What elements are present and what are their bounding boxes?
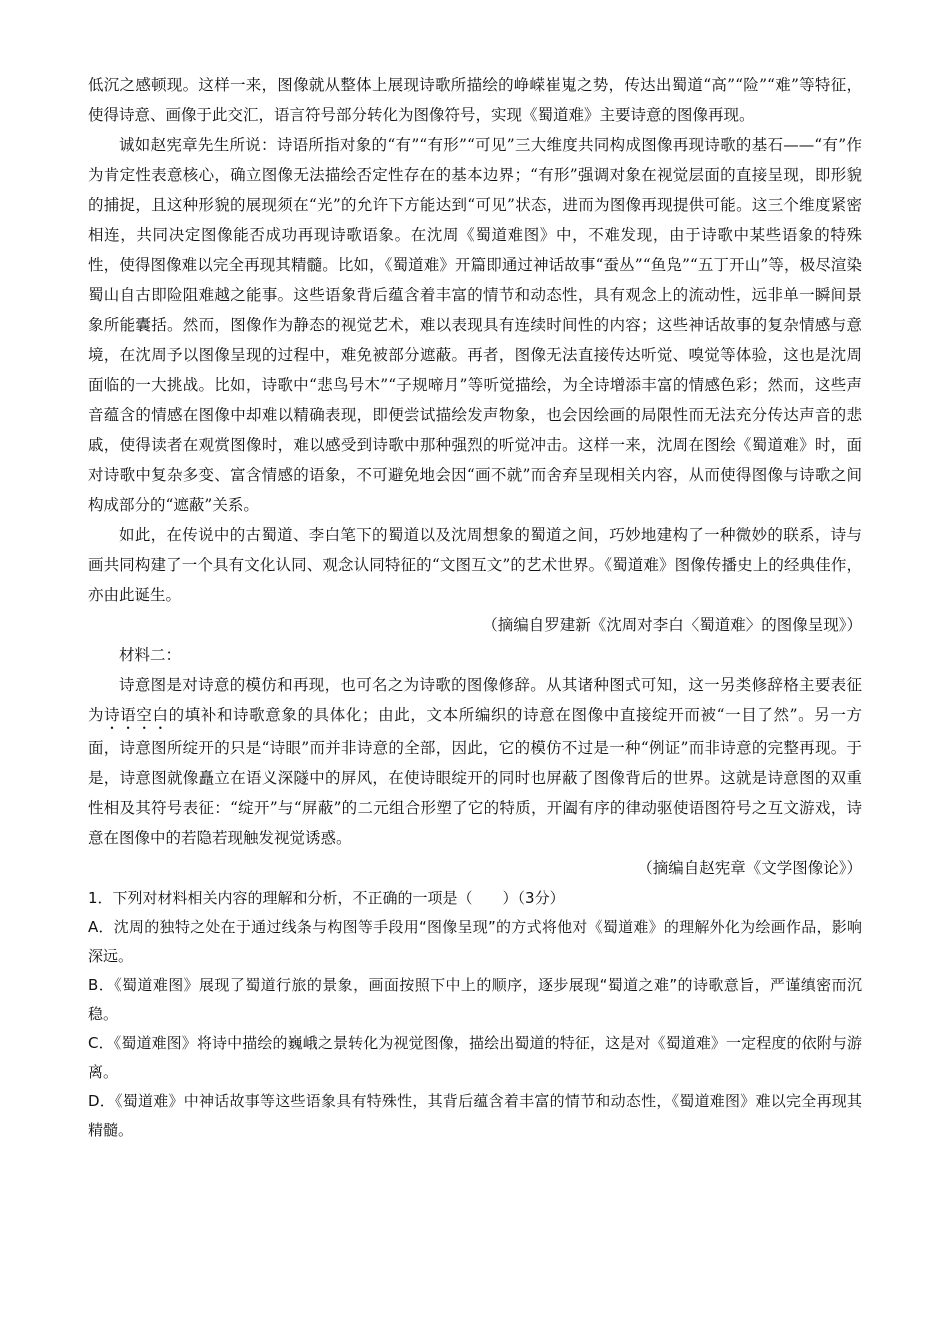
material-two-text-part-1: 诗意图是对诗意的模仿和再现，也可名之为诗歌的图像修辞。从其诸种图式可知，这一另类修辞格主要表征为: [88, 676, 862, 724]
option-b[interactable]: B．《蜀道难图》展现了蜀道行旅的景象，画面按照下中上的顺序，逐步展现“蜀道之难”的诗歌意旨，严谨缜密而沉稳。: [88, 976, 862, 1023]
material-two-paragraph: [88, 670, 862, 853]
material-one-source: （摘编自罗建新《沈周对李白〈蜀道难〉的图像呈现》）: [482, 616, 862, 634]
material-one-paragraph-3: 如此，在传说中的古蜀道、李白笔下的蜀道以及沈周想象的蜀道之间，巧妙地建构了一种微妙的联系，诗与画共同构建了一个具有文化认同、观念认同特征的“文图互文”的艺术世界。《蜀道难》图像传播史上的经典佳作，亦由此诞生。: [88, 526, 862, 604]
emphasis-dotted-text: 诗语空白: [104, 706, 169, 724]
material-two-source: （摘编自赵宪章《文学图像论》）: [637, 859, 862, 877]
document-page: [88, 70, 862, 1145]
option-c[interactable]: C．《蜀道难图》将诗中描绘的巍峨之景转化为视觉图像，描绘出蜀道的特征，这是对《蜀道难》一定程度的依附与游离。: [88, 1034, 862, 1081]
material-one-paragraph-1: 低沉之感顿现。这样一来，图像就从整体上展现诗歌所描绘的峥嵘崔嵬之势，传达出蜀道“高”“险”“难”等特征，使得诗意、画像于此交汇，语言符号部分转化为图像符号，实现《蜀道难》主要诗意的图像再现。: [88, 76, 862, 124]
option-a[interactable]: A．沈周的独特之处在于通过线条与构图等手段用“图像呈现”的方式将他对《蜀道难》的理解外化为绘画作品，影响深远。: [88, 918, 862, 965]
material-one-paragraph-2: 诚如赵宪章先生所说：诗语所指对象的“有”“有形”“可见”三大维度共同构成图像再现诗歌的基石——“有”作为肯定性表意核心，确立图像无法描绘否定性存在的基本边界；“有形”强调对象在视觉层面的直接呈现，即形貌的捕捉，且这种形貌的展现须在“光”的允许下方能达到“可见”状态，进而为图像再现提供可能。这三个维度紧密相连，共同决定图像能否成功再现诗歌语象。在沈周《蜀道难图》中，不难发现，由于诗歌中某些语象的特殊性，使得图像难以完全再现其精髓。比如，《蜀道难》开篇即通过神话故事“蚕丛”“鱼凫”“五丁开山”等，极尽渲染蜀山自古即险阻难越之能事。这些语象背后蕴含着丰富的情节和动态性，具有观念上的流动性，远非单一瞬间景象所能囊括。然而，图像作为静态的视觉艺术，难以表现具有连续时间性的内容；这些神话故事的复杂情感与意境，在沈周予以图像呈现的过程中，难免被部分遮蔽。再者，图像无法直接传达听觉、嗅觉等体验，这也是沈周面临的一大挑战。比如，诗歌中“悲鸟号木”“子规啼月”等听觉描绘，为全诗增添丰富的情感色彩；然而，这些声音蕴含的情感在图像中却难以精确表现，即便尝试描绘发声物象，也会因绘画的局限性而无法充分传达声音的悲戚，使得读者在观赏图像时，难以感受到诗歌中那种强烈的听觉冲击。这样一来，沈周在图绘《蜀道难》时，面对诗歌中复杂多变、富含情感的语象，不可避免地会因“画不就”而舍弃呈现相关内容，从而使得图像与诗歌之间构成部分的“遮蔽”关系。: [88, 136, 862, 514]
material-two-text-part-2: 的填补和诗歌意象的具体化；由此，文本所编织的诗意在图像中直接绽开而被“一目了然”。另一方面，诗意图所绽开的只是“诗眼”而并非诗意的全部，因此，它的模仿不过是一种“例证”而非诗意的完整再现。于是，诗意图就像矗立在语义深隧中的屏风，在使诗眼绽开的同时也屏蔽了图像背后的世界。这就是诗意图的双重性相及其符号表征：“绽开”与“屏蔽”的二元组合形塑了它的特质，开阖有序的律动驱使语图符号之互文游戏，诗意在图像中的若隐若现触发视觉诱惑。: [88, 706, 862, 847]
option-d[interactable]: D．《蜀道难》中神话故事等这些语象具有特殊性，其背后蕴含着丰富的情节和动态性，《蜀道难图》难以完全再现其精髓。: [88, 1092, 862, 1139]
question-stem: 1．下列对材料相关内容的理解和分析，不正确的一项是（ ）（3分）: [88, 889, 565, 907]
material-two-heading: 材料二：: [119, 646, 182, 664]
question-block: [88, 884, 862, 1145]
